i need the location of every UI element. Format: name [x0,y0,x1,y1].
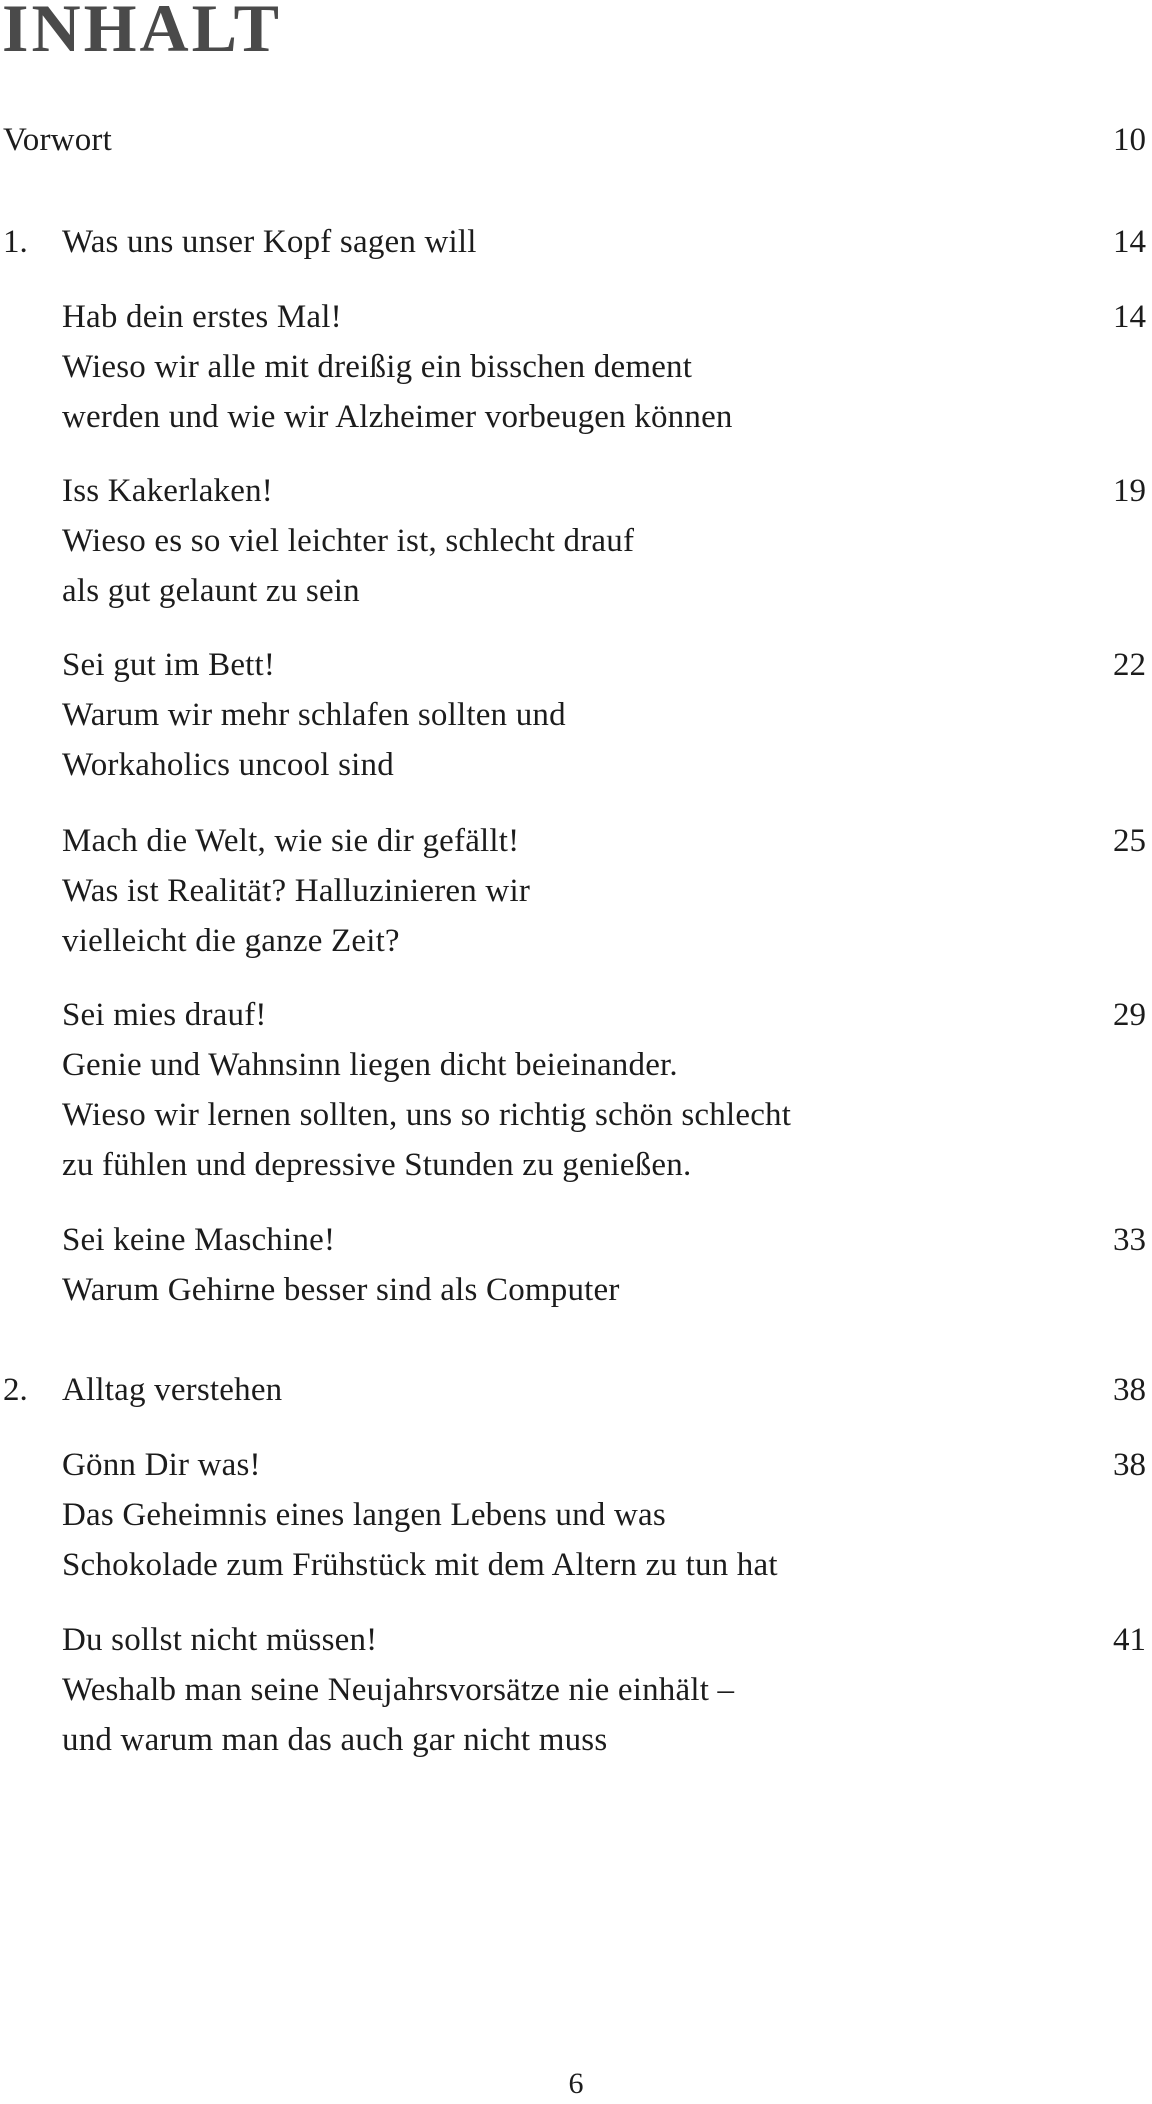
section-subtitle: Weshalb man seine Neujahrsvorsätze nie einhält – [62,1672,735,1708]
section-subtitle: zu fühlen und depressive Stunden zu genießen. [62,1147,692,1183]
section-subtitle: Genie und Wahnsinn liegen dicht beieinander. [62,1047,678,1083]
page-title: INHALT [2,0,283,66]
section-subtitle: Wieso wir alle mit dreißig ein bisschen dement [62,349,693,385]
toc-page-number: 14 [1113,224,1146,260]
section-subtitle: vielleicht die ganze Zeit? [62,923,400,959]
page-number: 6 [568,2067,584,2100]
section-subtitle: Das Geheimnis eines langen Lebens und was [62,1497,666,1533]
section-subtitle: als gut gelaunt zu sein [62,573,360,609]
section-title: Sei keine Maschine! [62,1222,336,1258]
toc-page-number: 14 [1113,299,1146,335]
section-title: Gönn Dir was! [62,1447,261,1483]
section-title: Mach die Welt, wie sie dir gefällt! [62,823,520,859]
section-subtitle: Wieso wir lernen sollten, uns so richtig schön schlecht [62,1097,792,1133]
section-title: Iss Kakerlaken! [62,473,273,509]
section-subtitle: Warum wir mehr schlafen sollten und [62,697,566,733]
toc-page-number: 19 [1113,473,1146,509]
toc-page-number: 38 [1113,1447,1146,1483]
chapter-number: 2. [3,1372,28,1408]
section-subtitle: werden und wie wir Alzheimer vorbeugen können [62,399,733,435]
section-title: Sei mies drauf! [62,997,267,1033]
section-title: Hab dein erstes Mal! [62,299,342,335]
section-subtitle: und warum man das auch gar nicht muss [62,1722,608,1758]
chapter-title: Alltag verstehen [62,1372,283,1408]
section-title: Du sollst nicht müssen! [62,1622,378,1658]
chapter-number: 1. [3,224,28,260]
section-title: Sei gut im Bett! [62,647,276,683]
section-subtitle: Schokolade zum Frühstück mit dem Altern zu tun hat [62,1547,778,1583]
toc-page-number: 10 [1113,122,1146,158]
toc-page-number: 25 [1113,823,1146,859]
section-subtitle: Was ist Realität? Halluzinieren wir [62,873,531,909]
toc-page-number: 22 [1113,647,1146,683]
section-subtitle: Workaholics uncool sind [62,747,394,783]
chapter-title: Was uns unser Kopf sagen will [62,224,477,260]
section-subtitle: Wieso es so viel leichter ist, schlecht drauf [62,523,635,559]
toc-page-number: 33 [1113,1222,1146,1258]
toc-entry-label: Vorwort [3,122,112,158]
toc-page-number: 29 [1113,997,1146,1033]
toc-page-number: 38 [1113,1372,1146,1408]
toc-page-number: 41 [1113,1622,1146,1658]
section-subtitle: Warum Gehirne besser sind als Computer [62,1272,620,1308]
